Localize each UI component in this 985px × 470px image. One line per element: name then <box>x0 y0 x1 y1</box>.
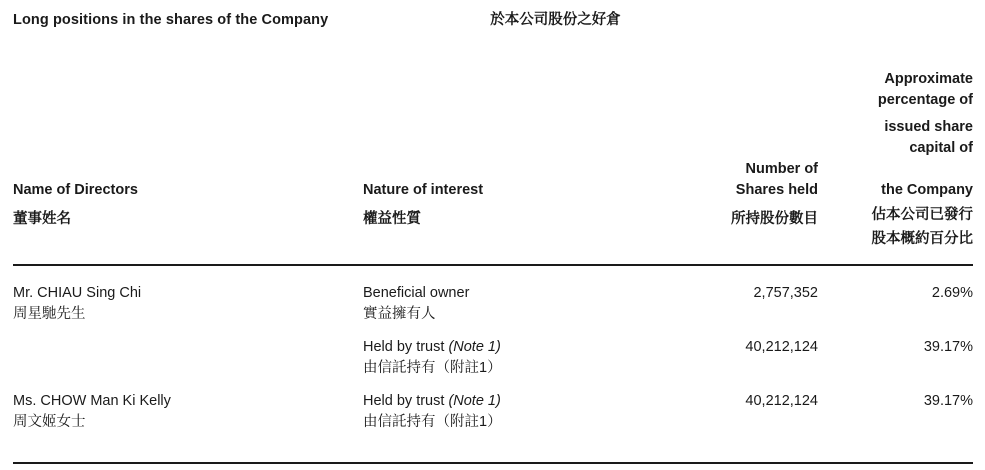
cell-percentage: 2.69% <box>931 285 973 301</box>
cell-percentage-blank <box>818 412 973 433</box>
section-heading-english: Long positions in the shares of the Company <box>13 12 329 28</box>
column-header-percentage-chinese-line2: 股本概約百分比 <box>871 231 973 247</box>
row-spacer <box>13 379 973 391</box>
column-header-percentage-line4: capital of <box>909 140 973 156</box>
column-header-percentage-line1: Approximate <box>884 71 973 87</box>
cell-percentage-blank <box>818 358 973 379</box>
note-reference: (Note 1) <box>448 339 501 355</box>
cell-director-name: Mr. CHIAU Sing Chi <box>13 285 142 301</box>
column-header-shares-line1: Number of <box>745 161 818 177</box>
section-heading-chinese: 於本公司股份之好倉 <box>490 12 621 28</box>
cell-shares-held: 40,212,124 <box>745 393 818 409</box>
spacer-cell <box>658 379 818 391</box>
spacer-cell <box>363 325 658 337</box>
column-header-percentage-line2: percentage of <box>877 92 973 108</box>
cell-nature-of-interest <box>363 337 658 358</box>
column-header-name-chinese: 董事姓名 <box>13 211 71 227</box>
table-bottom-rule <box>13 462 973 464</box>
cell-shares-held: 2,757,352 <box>753 285 818 301</box>
row-spacer <box>13 325 973 337</box>
table-row-chinese <box>13 304 973 325</box>
spacer-cell <box>818 379 973 391</box>
cell-director-name: Ms. CHOW Man Ki Kelly <box>13 393 171 409</box>
spacer-cell <box>363 379 658 391</box>
column-header-shares-chinese: 所持股份數目 <box>731 211 818 227</box>
nature-text: Beneficial owner <box>363 285 470 301</box>
table-row <box>13 391 973 412</box>
cell-shares-blank <box>658 358 818 379</box>
section-heading <box>13 8 973 29</box>
spacer-cell <box>13 325 363 337</box>
nature-text: Held by trust <box>363 339 445 355</box>
note-reference: (Note 1) <box>448 393 501 409</box>
cell-percentage: 39.17% <box>923 393 973 409</box>
cell-nature-of-interest <box>363 283 658 304</box>
table-row <box>13 283 973 304</box>
column-header-nature-english: Nature of interest <box>363 182 484 198</box>
spacer-cell <box>818 325 973 337</box>
column-header-percentage-line5: the Company <box>881 182 973 198</box>
spacer-cell <box>13 379 363 391</box>
cell-shares-blank <box>658 412 818 433</box>
table-top-rule <box>13 264 973 266</box>
cell-nature-chinese: 實益擁有人 <box>363 306 436 322</box>
table-row-chinese <box>13 412 973 433</box>
column-header-percentage-chinese-line1: 佔本公司已發行 <box>871 207 973 223</box>
cell-director-name-chinese <box>13 358 363 379</box>
cell-director-name <box>13 337 363 358</box>
cell-shares-blank <box>658 304 818 325</box>
table-column-headers <box>13 56 973 251</box>
nature-text: Held by trust <box>363 393 445 409</box>
cell-nature-chinese: 由信託持有（附註1） <box>363 360 502 376</box>
table-row <box>13 337 973 358</box>
cell-nature-of-interest <box>363 391 658 412</box>
column-header-percentage-line3: issued share <box>884 119 973 135</box>
holdings-table <box>13 283 973 433</box>
column-header-nature-chinese: 權益性質 <box>363 211 421 227</box>
cell-director-name-chinese: 周星馳先生 <box>13 306 86 322</box>
cell-nature-chinese: 由信託持有（附註1） <box>363 414 502 430</box>
column-header-shares-line2: Shares held <box>735 182 818 198</box>
cell-shares-held: 40,212,124 <box>745 339 818 355</box>
column-header-name-english: Name of Directors <box>13 182 138 198</box>
spacer-cell <box>658 325 818 337</box>
cell-percentage-blank <box>818 304 973 325</box>
cell-percentage: 39.17% <box>923 339 973 355</box>
cell-director-name-chinese: 周文姬女士 <box>13 414 86 430</box>
table-row-chinese <box>13 358 973 379</box>
